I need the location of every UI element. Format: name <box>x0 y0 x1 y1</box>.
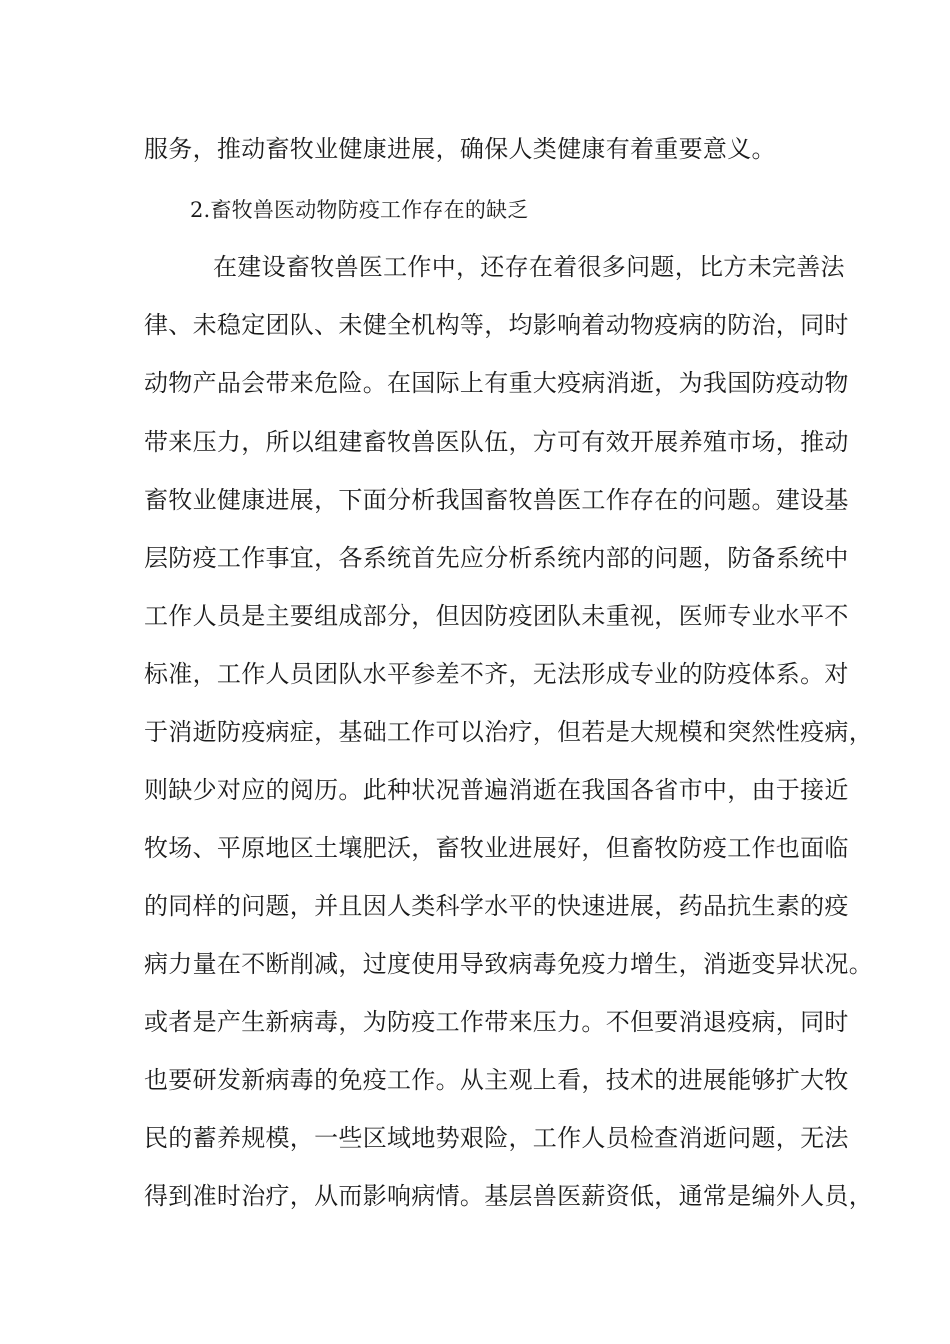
text-line: 畜牧业健康进展，下面分析我国畜牧兽医工作存在的问题。建设基 <box>144 486 849 514</box>
text-line: 工作人员是主要组成部分，但因防疫团队未重视，医师专业水平不 <box>144 602 849 630</box>
text-line: 或者是产生新病毒，为防疫工作带来压力。不但要消退疫病，同时 <box>144 1008 849 1036</box>
text-line: 得到准时治疗，从而影响病情。基层兽医薪资低，通常是编外人员， <box>144 1182 873 1210</box>
text-line: 服务，推动畜牧业健康进展，确保人类健康有着重要意义。 <box>144 135 776 163</box>
text-line: 带来压力，所以组建畜牧兽医队伍，方可有效开展养殖市场，推动 <box>144 428 849 456</box>
text-line: 的同样的问题，并且因人类科学水平的快速进展，药品抗生素的疫 <box>144 892 849 920</box>
text-line: 标准，工作人员团队水平参差不齐，无法形成专业的防疫体系。对 <box>144 660 849 688</box>
text-line: 牧场、平原地区土壤肥沃，畜牧业进展好，但畜牧防疫工作也面临 <box>144 834 849 862</box>
text-line: 病力量在不断削减，过度使用导致病毒免疫力增生，消逝变异状况。 <box>144 950 873 978</box>
text-line: 在建设畜牧兽医工作中，还存在着很多问题，比方未完善法 <box>213 253 845 281</box>
text-line: 则缺少对应的阅历。此种状况普遍消逝在我国各省市中，由于接近 <box>144 776 849 804</box>
section-heading: 2.畜牧兽医动物防疫工作存在的缺乏 <box>190 198 529 222</box>
text-line: 层防疫工作事宜，各系统首先应分析系统内部的问题，防备系统中 <box>144 544 849 572</box>
text-line: 也要研发新病毒的免疫工作。从主观上看，技术的进展能够扩大牧 <box>144 1066 849 1094</box>
text-line: 律、未稳定团队、未健全机构等，均影响着动物疫病的防治，同时 <box>144 311 849 339</box>
text-line: 于消逝防疫病症，基础工作可以治疗，但若是大规模和突然性疫病， <box>144 718 873 746</box>
text-line: 动物产品会带来危险。在国际上有重大疫病消逝，为我国防疫动物 <box>144 369 849 397</box>
text-line: 民的蓄养规模，一些区域地势艰险，工作人员检查消逝问题，无法 <box>144 1124 849 1152</box>
